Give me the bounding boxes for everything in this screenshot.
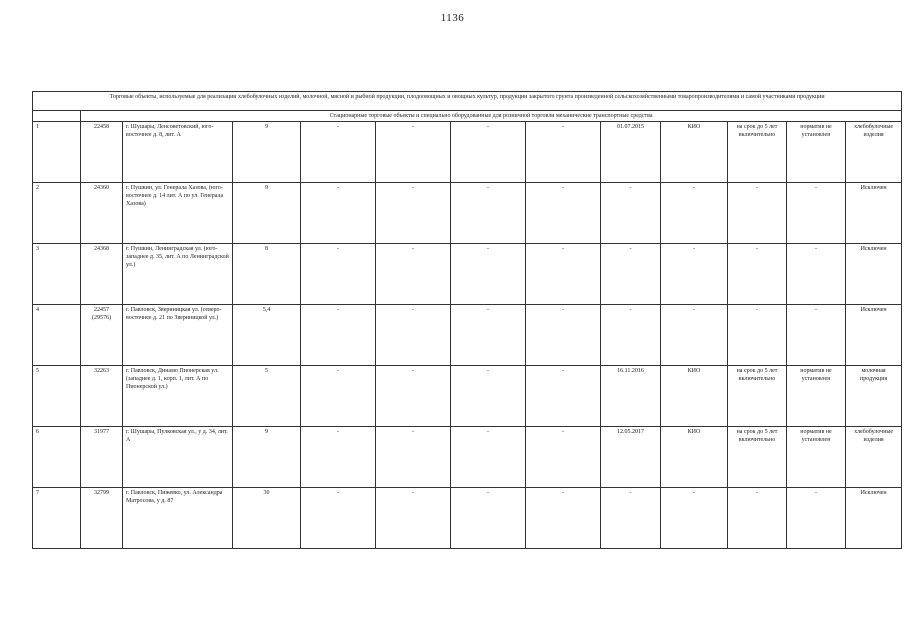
cell-col5: - — [301, 427, 376, 488]
cell-col6: - — [376, 305, 451, 366]
placement-term: на срок до 5 лет включительно — [728, 122, 787, 183]
cell-col6: - — [376, 488, 451, 549]
cell-col8: - — [526, 305, 601, 366]
cell-col5: - — [301, 244, 376, 305]
organization: - — [661, 183, 728, 244]
contract-date: 16.11.2016 — [601, 366, 661, 427]
subheading-row — [33, 111, 902, 122]
norm: норматив не установлен — [787, 427, 846, 488]
cell-col8: - — [526, 244, 601, 305]
placement-term: на срок до 5 лет включительно — [728, 366, 787, 427]
object-id: 31977 — [81, 427, 123, 488]
specialization: Исключен — [846, 305, 902, 366]
row-number: 1 — [33, 122, 81, 183]
cell-col7: - — [451, 183, 526, 244]
contract-date: 01.07.2015 — [601, 122, 661, 183]
cell-col6: - — [376, 122, 451, 183]
cell-col5: - — [301, 366, 376, 427]
object-id: 24360 — [81, 183, 123, 244]
section-heading-row — [33, 92, 902, 111]
placement-term: - — [728, 244, 787, 305]
registry-table — [32, 91, 902, 549]
contract-date: - — [601, 488, 661, 549]
cell-col8: - — [526, 122, 601, 183]
organization: КИО — [661, 427, 728, 488]
contract-date: - — [601, 244, 661, 305]
object-address: г. Павловск, Динамо Пионерская ул. (западнее д. 1, корп. 1, лит. А по Пионерской ул.) — [123, 366, 233, 427]
placement-term: - — [728, 488, 787, 549]
section-heading: Торговые объекты, используемые для реализации хлебобулочных изделий, молочной, мясной и рыбной продукции, плодоовощных и овощных культур, продукции закрытого грунта произведенной сельскохозяйственными товаропроизводителями и самой участниками продукции — [33, 92, 902, 111]
organization: - — [661, 244, 728, 305]
object-area: 30 — [233, 488, 301, 549]
table-row — [33, 427, 902, 488]
object-area: 9 — [233, 427, 301, 488]
norm: - — [787, 488, 846, 549]
cell-col5: - — [301, 305, 376, 366]
row-number: 2 — [33, 183, 81, 244]
object-address: г. Пушкин, ул. Генерала Хазова, (юго-восточнее д. 14 лит. А по ул. Генерала Хазова) — [123, 183, 233, 244]
cell-col6: - — [376, 427, 451, 488]
cell-col8: - — [526, 488, 601, 549]
placement-term: - — [728, 305, 787, 366]
specialization: хлебобулочные изделия — [846, 122, 902, 183]
placement-term: - — [728, 183, 787, 244]
cell-col5: - — [301, 122, 376, 183]
object-id: 22457 (29576) — [81, 305, 123, 366]
cell-col5: - — [301, 488, 376, 549]
table-row — [33, 488, 902, 549]
cell-col6: - — [376, 366, 451, 427]
row-number: 5 — [33, 366, 81, 427]
norm: норматив не установлен — [787, 122, 846, 183]
cell-col7: - — [451, 305, 526, 366]
object-area: 8 — [233, 244, 301, 305]
row-number: 3 — [33, 244, 81, 305]
contract-date: - — [601, 305, 661, 366]
row-number: 7 — [33, 488, 81, 549]
object-id: 24368 — [81, 244, 123, 305]
row-number: 6 — [33, 427, 81, 488]
object-address: г. Павловск, Звериницкая ул. (северо-восточнее д. 21 по Звериницкой ул.) — [123, 305, 233, 366]
table-row — [33, 244, 902, 305]
table-row — [33, 305, 902, 366]
object-area: 9 — [233, 122, 301, 183]
cell-col8: - — [526, 427, 601, 488]
norm: - — [787, 244, 846, 305]
cell-col6: - — [376, 183, 451, 244]
table-row — [33, 183, 902, 244]
specialization: Исключен — [846, 488, 902, 549]
object-address: г. Павловск, Пижевко, ул. Александра Матросова, у д. 87 — [123, 488, 233, 549]
norm: норматив не установлен — [787, 366, 846, 427]
object-address: г. Шушары, Пулковская ул., у д. 34, лит. А — [123, 427, 233, 488]
cell-col5: - — [301, 183, 376, 244]
cell-col7: - — [451, 122, 526, 183]
cell-col7: - — [451, 427, 526, 488]
organization: - — [661, 488, 728, 549]
page-number: 1136 — [440, 12, 465, 24]
cell-col8: - — [526, 183, 601, 244]
object-area: 9 — [233, 183, 301, 244]
placement-term: на срок до 5 лет включительно — [728, 427, 787, 488]
object-area: 5,4 — [233, 305, 301, 366]
organization: КИО — [661, 122, 728, 183]
specialization: хлебобулочные изделия — [846, 427, 902, 488]
cell-col7: - — [451, 244, 526, 305]
cell-col8: - — [526, 366, 601, 427]
organization: КИО — [661, 366, 728, 427]
specialization: Исключен — [846, 183, 902, 244]
table-row — [33, 122, 902, 183]
object-area: 5 — [233, 366, 301, 427]
specialization: Исключен — [846, 244, 902, 305]
table-row — [33, 366, 902, 427]
norm: - — [787, 183, 846, 244]
object-address: г. Шушары, Ленсоветовский, юго-восточнее д. 8, лит. А — [123, 122, 233, 183]
row-number: 4 — [33, 305, 81, 366]
cell-col7: - — [451, 488, 526, 549]
norm: - — [787, 305, 846, 366]
contract-date: 12.05.2017 — [601, 427, 661, 488]
object-address: г. Пушкин, Ленинградская ул. (юго-западнее д. 35, лит. А по Ленинградской ул.) — [123, 244, 233, 305]
object-id: 32799 — [81, 488, 123, 549]
subheading: Стационарные торговые объекты и специально оборудованные для розничной торговли механические транспортные средства — [81, 111, 902, 122]
cell-col6: - — [376, 244, 451, 305]
specialization: молочная продукция — [846, 366, 902, 427]
organization: - — [661, 305, 728, 366]
cell-col7: - — [451, 366, 526, 427]
subheading-spacer — [33, 111, 81, 122]
object-id: 22458 — [81, 122, 123, 183]
object-id: 32263 — [81, 366, 123, 427]
contract-date: - — [601, 183, 661, 244]
